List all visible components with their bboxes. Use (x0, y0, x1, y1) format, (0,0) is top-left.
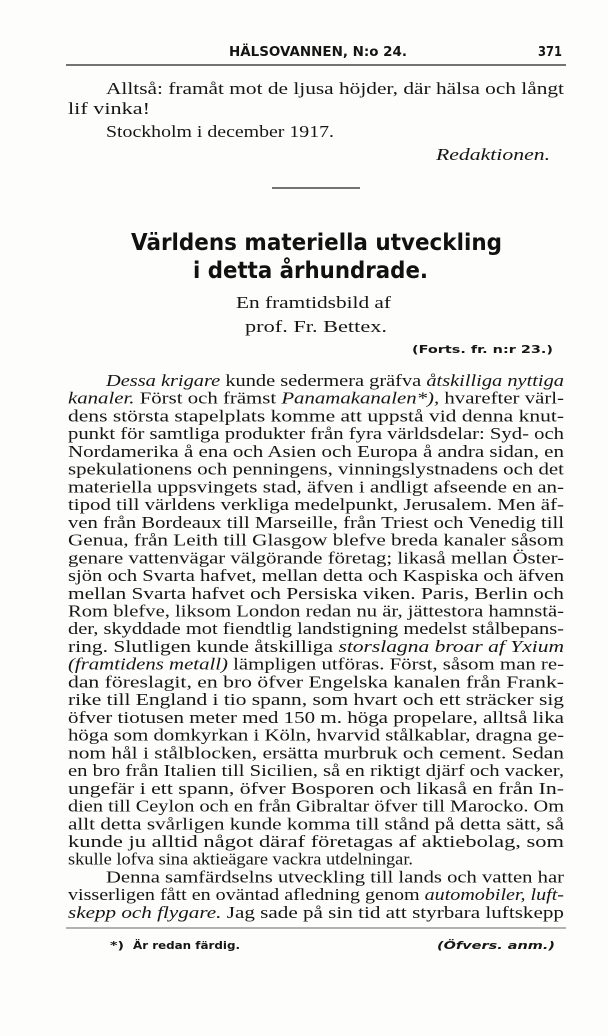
closing-line-2: lif vinka! (68, 99, 150, 118)
body-line: mellan Svarta hafvet och Persiska viken. Paris, Berlin och (68, 583, 565, 603)
footnote-attribution: (Öfvers. anm.) (437, 939, 527, 952)
body-line: visserligen fått en oväntad afledning genom automobiler, luft- (68, 885, 543, 905)
dateline: Stockholm i december 1917. (106, 122, 334, 141)
running-title: HÄLSOVANNEN, N:o 24. (229, 45, 402, 60)
body-line: Genua, från Leith till Glasgow blefve breda kanaler såsom (68, 530, 564, 550)
body-line: höga som domkyrkan i Köln, hvarvid stålkablar, dragna ge- (68, 725, 565, 745)
article-title-line-1: Världens materiella utveckling (131, 230, 502, 256)
body-line: Nordamerika å ena och Asien och Europa å andra sidan, en (68, 441, 565, 461)
body-line: rike till England i tio spann, som hvart och ett sträcker sig (68, 690, 565, 710)
body-line: ring. Slutligen kunde åtskilliga storslagna broar af Yxium (68, 637, 517, 656)
article-title-line-2: i detta århundrade. (193, 258, 447, 284)
body-line: ungefär i ett spann, öfver Bosporen och likaså en från In- (68, 778, 565, 798)
body-line: Rom blefve, liksom London redan nu är, jättestora hamnstä- (68, 601, 565, 621)
body-line: sjön och Svarta hafvet, mellan detta och Kaspiska och äfven (68, 566, 565, 585)
editorial-signature: Redaktionen. (434, 145, 550, 164)
body-line: materiella uppsvingets stad, äfven i andligt afseende en an- (68, 477, 565, 497)
body-line: ven från Bordeaux till Marseille, från Triest och Venedig till (68, 512, 565, 532)
article-subtitle-line-1: En framtidsbild af (236, 293, 392, 312)
body-line: skulle lofva sina aktieägare vackra utdelningar. (68, 849, 413, 869)
body-line: öfver tiotusen meter med 150 m. höga propelare, alltså lika (68, 707, 565, 727)
footnote-text: Är redan färdig. (133, 939, 232, 952)
body-line: dens största stapelplats komme att uppstå vid denna knut- (68, 406, 565, 426)
article-author: prof. Fr. Bettex. (245, 317, 387, 336)
page-number: 371 (538, 45, 562, 60)
body-line: Dessa krigare kunde sedermera gräfva åtskilliga nyttiga (106, 371, 542, 390)
body-line: der, skyddade mot fiendtlig landstigning medelst stålbepans- (68, 619, 565, 639)
body-line: Denna samfärdselns utveckling till lands och vatten har (106, 867, 565, 887)
article-body (68, 371, 565, 922)
closing-line-1: Alltså: framåt mot de ljusa höjder, där hälsa och långt (106, 79, 565, 98)
body-line: dien till Ceylon och en från Gibraltar öfver till Marocko. Om (68, 796, 564, 816)
footnote-marker: *) (110, 939, 124, 952)
body-line: en bro från Italien till Sicilien, så en riktigt djärf och vacker, (68, 761, 564, 781)
body-line: tipod till världens verkliga medelpunkt, Jerusalem. Men äf- (68, 495, 565, 515)
body-line: punkt för samtliga produkter från fyra världsdelar: Syd- och (68, 424, 565, 444)
body-line: dan föreslagit, en bro öfver Engelska kanalen från Frank- (68, 672, 565, 692)
continued-note: (Forts. fr. n:r 23.) (412, 343, 553, 356)
body-line: nom hål i stålblocken, ersätta murbruk och cement. Sedan (68, 743, 565, 763)
body-line: allt detta svårligen kunde komma till stånd på detta sätt, så (68, 814, 565, 834)
body-line: kunde ju alltid något däraf företagas af aktiebolag, som (68, 832, 564, 851)
body-line: genare vattenvägar välgörande företag; likaså mellan Öster- (68, 548, 565, 568)
body-line: skepp och flygare. Jag sade på sin tid att styrbara luftskepp (68, 902, 498, 922)
body-line: kanaler. Först och främst Panamakanalen*), hvarefter värl- (68, 388, 542, 408)
body-line: spekulationens och penningens, vinningslystnadens och det (68, 459, 565, 479)
body-line: (framtidens metall) lämpligen utföras. Först, såsom man re- (68, 654, 503, 674)
